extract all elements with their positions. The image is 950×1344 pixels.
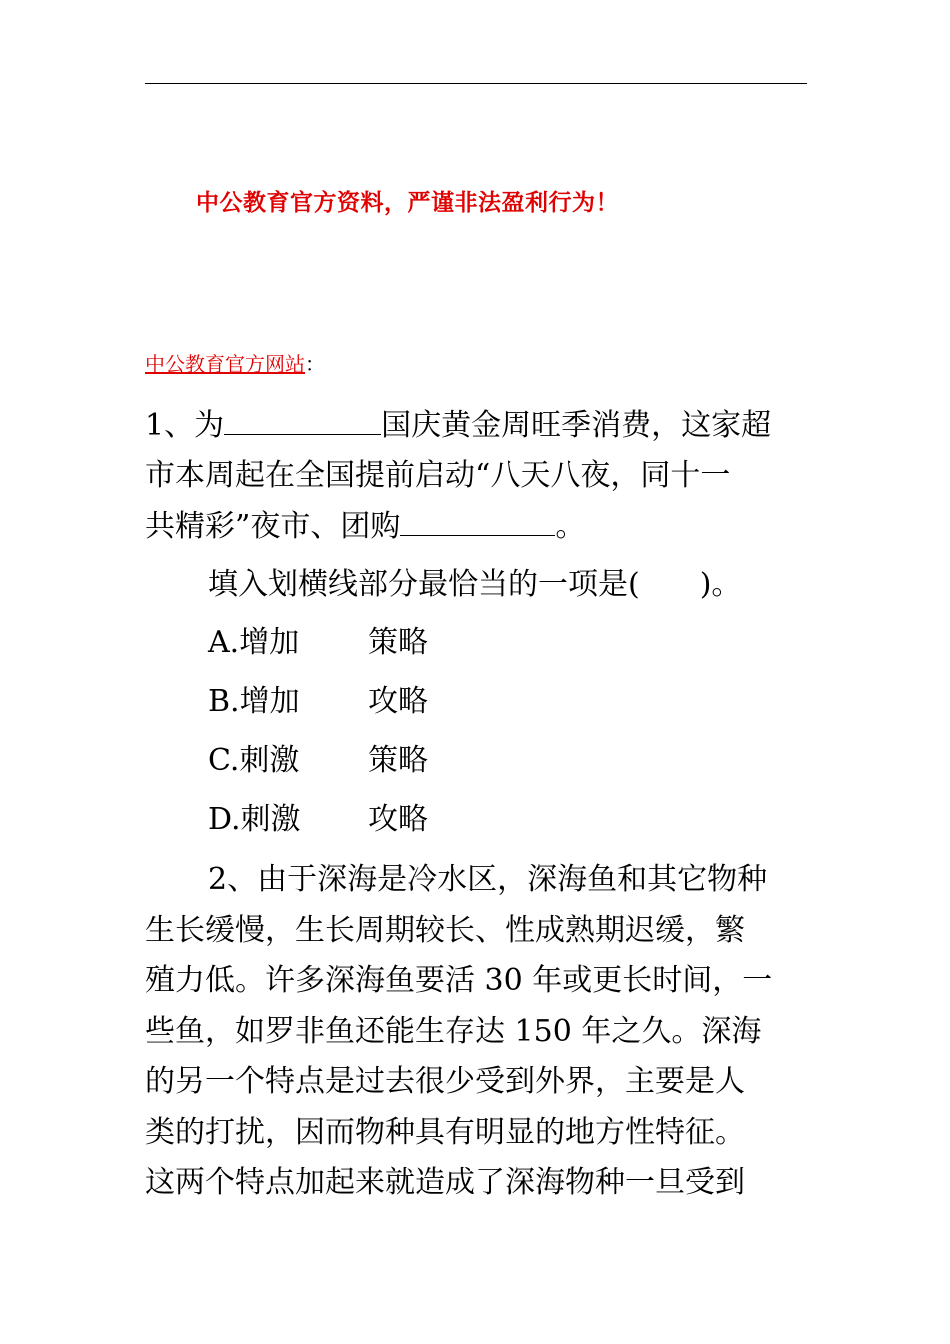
option-a-second-word: 策略 [368, 625, 428, 660]
question-2-line: 类的打扰，因而物种具有明显的地方性特征。 [145, 1114, 745, 1150]
option-a-first-word: A.增加 [208, 625, 300, 660]
answer-blank-1 [224, 400, 381, 435]
question-1-prompt: 填入划横线部分最恰当的一项是( )。 [208, 567, 742, 602]
question-1-line-3 [145, 501, 810, 552]
question-2-line: 2、由于深海是冷水区，深海鱼和其它物种 [208, 862, 768, 897]
question-2-line: 生长缓慢，生长周期较长、性成熟期迟缓，繁 [145, 912, 745, 948]
website-line [145, 348, 325, 377]
option-d-second-word: 攻略 [368, 802, 428, 837]
question-2-passage [145, 855, 810, 1209]
option-d [208, 795, 428, 845]
option-b-first-word: B.增加 [208, 684, 300, 719]
option-d-first-word: D.刺激 [208, 802, 301, 837]
question-1-line-2: 市本周起在全国提前启动“八天八夜，同十一 [145, 458, 731, 493]
option-b [208, 677, 428, 727]
option-c [208, 736, 428, 786]
header-rule [145, 83, 807, 84]
question-1-line-1 [145, 400, 810, 451]
option-b-second-word: 攻略 [368, 684, 428, 719]
website-colon: ： [305, 352, 325, 376]
question-1-prefix: 1、为 [145, 408, 225, 443]
question-2-line: 些鱼，如罗非鱼还能生存达 150 年之久。深海 [145, 1013, 762, 1049]
question-1-stem [145, 400, 810, 552]
option-c-second-word: 策略 [368, 743, 428, 778]
option-c-first-word: C.刺激 [208, 743, 300, 778]
answer-blank-2 [400, 501, 555, 536]
question-1-line-3-text: 共精彩”夜市、团购 [145, 509, 401, 544]
question-2-line: 的另一个特点是过去很少受到外界，主要是人 [145, 1064, 745, 1099]
question-2-line: 殖力低。许多深海鱼要活 30 年或更长时间，一 [145, 963, 773, 998]
copyright-notice: 中公教育官方资料，严谨非法盈利行为！ [196, 189, 619, 216]
question-2-line: 这两个特点加起来就造成了深海物种一旦受到 [145, 1165, 745, 1200]
question-1-line-1-text: 国庆黄金周旺季消费，这家超 [381, 408, 772, 443]
question-1-line-3-end: 。 [555, 509, 586, 544]
option-a [208, 618, 428, 668]
website-link[interactable]: 中公教育官方网站 [145, 352, 305, 376]
